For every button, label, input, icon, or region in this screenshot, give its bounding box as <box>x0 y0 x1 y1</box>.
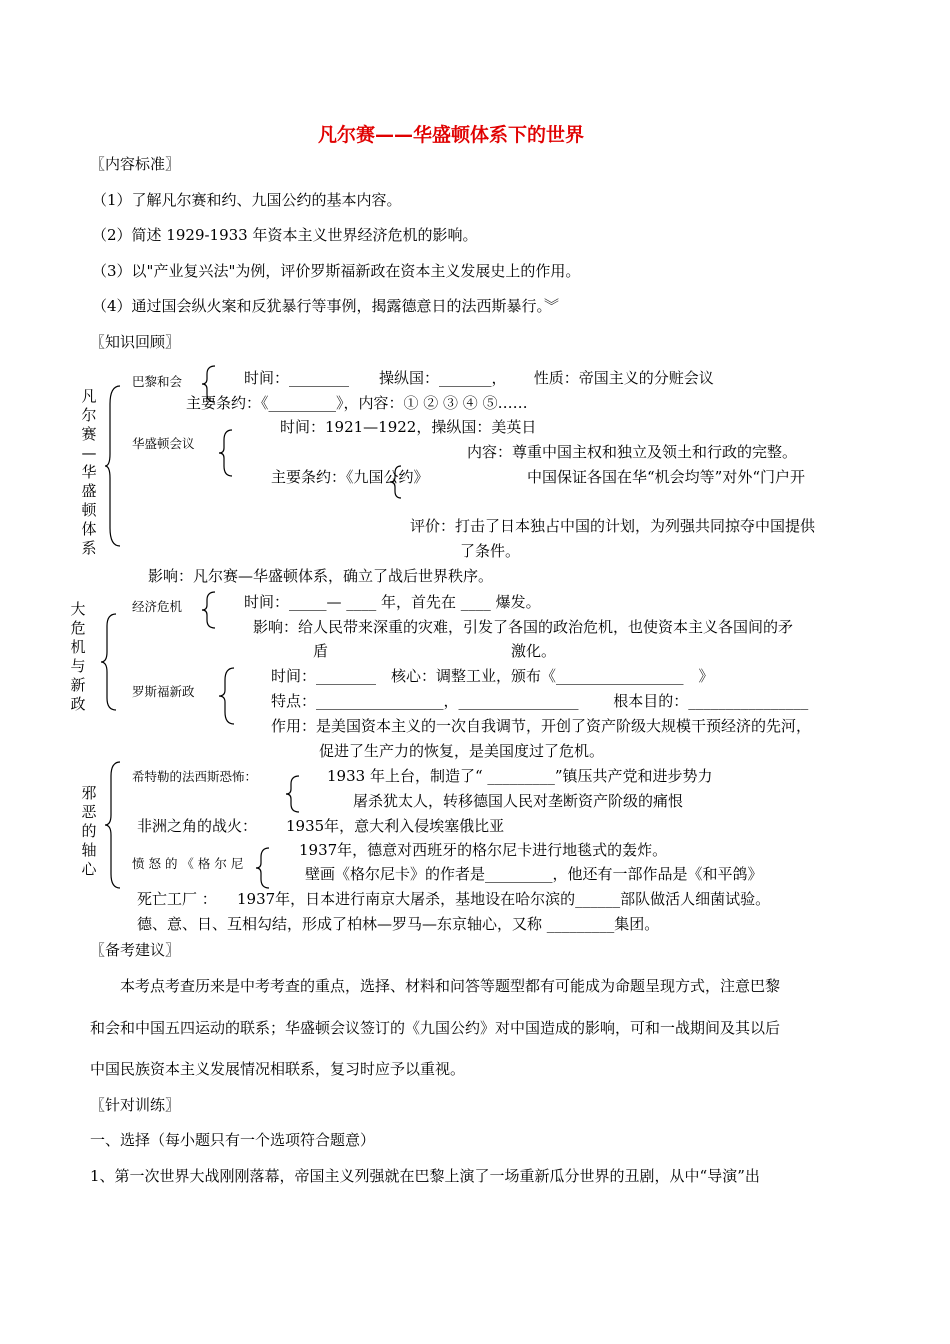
label-char: 盛 <box>81 482 97 500</box>
washington-line-2: 内容：尊重中国主权和独立及领土和行政的完整。 <box>467 443 798 461</box>
new-deal-line-3: 作用：是美国资本主义的一次自我调节，开创了资产阶级大规模干预经济的先河， <box>271 717 812 735</box>
label-char: 大 <box>70 600 86 618</box>
guernica-brace <box>255 846 273 890</box>
group-label-axis <box>80 784 98 879</box>
paris-line-1: 时间：________ 操纵国：_______， 性质：帝国主义的分赃会议 <box>244 369 714 387</box>
section-heading-review: 〖知识回顾〗 <box>90 333 181 351</box>
crisis-line-2: 影响：给人民带来深重的灾难，引发了各国的政治危机，也使资本主义各国间的矛 <box>253 618 794 636</box>
advice-line-3: 中国民族资本主义发展情况相联系，复习时应予以重视。 <box>90 1060 466 1078</box>
new-deal-label: 罗斯福新政 <box>132 684 195 699</box>
washington-brace <box>218 428 236 478</box>
label-char: — <box>81 444 97 462</box>
hitler-brace <box>285 774 303 814</box>
death-factory-text: 1937年，日本进行南京大屠杀，基地设在哈尔滨的______部队做活人细菌试验。 <box>237 890 771 908</box>
washington-line-3a: 主要条约：《九国公约》 <box>271 468 429 486</box>
label-char: 顿 <box>81 501 97 519</box>
section-heading-advice: 〖备考建议〗 <box>90 941 181 959</box>
hitler-label: 希特勒的法西斯恐怖： <box>132 769 258 784</box>
guernica-line-1: 1937年，德意对西班牙的格尔尼卡进行地毯式的轰炸。 <box>299 841 668 859</box>
hitler-line-2: 屠杀犹太人，转移德国人民对垄断资产阶级的痛恨 <box>353 792 684 810</box>
label-char: 新 <box>70 676 86 694</box>
new-deal-line-2: 特点：_________________，________________ 根本目的：________________ <box>271 692 809 710</box>
group1-brace <box>104 384 124 549</box>
crisis-brace <box>201 590 219 630</box>
label-char: 政 <box>70 695 86 713</box>
crisis-line-3b: 激化。 <box>511 642 557 660</box>
nine-power-brace <box>389 464 405 500</box>
axis-text: 德、意、日、互相勾结，形成了柏林—罗马—东京轴心，又称 _________集团。 <box>137 915 660 933</box>
hitler-line-1: 1933 年上台，制造了“ _________”镇压共产党和进步势力 <box>327 767 713 785</box>
standard-item-3: （3）以"产业复兴法"为例，评价罗斯福新政在资本主义发展史上的作用。 <box>92 262 581 280</box>
group-label-versailles <box>80 387 98 558</box>
label-char: 机 <box>70 638 86 656</box>
group-label-crisis <box>69 600 87 714</box>
impact-line: 影响：凡尔赛—华盛顿体系，确立了战后世界秩序。 <box>148 567 494 585</box>
standard-item-4: （4）通过国会纵火案和反犹暴行等事例，揭露德意日的法西斯暴行。︾ <box>92 297 560 315</box>
label-char: 赛 <box>81 425 97 443</box>
exercise-type: 一、选择（每小题只有一个选项符合题意） <box>90 1131 376 1149</box>
guernica-label: 愤 怒 的 《 格 尔 尼 <box>132 856 244 871</box>
group3-brace <box>104 760 124 890</box>
label-char: 危 <box>70 619 86 637</box>
new-deal-line-1: 时间：________ 核心：调整工业，颁布《_________________ 》 <box>271 667 714 685</box>
crisis-line-1: 时间：_____— ____ 年，首先在 ____ 爆发。 <box>244 593 541 611</box>
label-char: 的 <box>81 822 97 840</box>
question-1: 1、第一次世界大战刚刚落幕，帝国主义列强就在巴黎上演了一场重新瓜分世界的丑剧，从中“导演”出 <box>90 1167 760 1185</box>
paris-label: 巴黎和会 <box>132 374 183 389</box>
crisis-line-3a: 盾 <box>313 642 329 660</box>
crisis-label: 经济危机 <box>132 599 183 614</box>
label-char: 体 <box>81 520 97 538</box>
group2-brace <box>100 612 120 712</box>
standard-item-2: （2）简述 1929-1933 年资本主义世界经济危机的影响。 <box>92 226 478 244</box>
death-factory-label: 死亡工厂 ： <box>137 890 217 908</box>
washington-line-3b: 中国保证各国在华“机会均等”对外“门户开 <box>527 468 806 486</box>
label-char: 尔 <box>81 406 97 424</box>
paris-line-2: 主要条约：《_________》，内容：① ② ③ ④ ⑤…… <box>186 394 528 412</box>
guernica-line-2: 壁画《格尔尼卡》的作者是_________，他还有一部作品是《和平鸽》 <box>305 865 763 883</box>
africa-text: 1935年，意大利入侵埃塞俄比亚 <box>286 817 505 835</box>
label-char: 华 <box>81 463 97 481</box>
label-char: 轴 <box>81 841 97 859</box>
label-char: 恶 <box>81 803 97 821</box>
label-char: 邪 <box>81 784 97 802</box>
washington-label: 华盛顿会议 <box>132 436 195 451</box>
advice-line-2: 和会和中国五四运动的联系；华盛顿会议签订的《九国公约》对中国造成的影响，可和一战期间及其以后 <box>90 1019 781 1037</box>
label-char: 系 <box>81 539 97 557</box>
label-char: 凡 <box>81 387 97 405</box>
label-char: 心 <box>81 860 97 878</box>
washington-line-1: 时间：1921—1922，操纵国：美英日 <box>280 418 537 436</box>
washington-line-4: 评价：打击了日本独占中国的计划，为列强共同掠夺中国提供 <box>410 517 816 535</box>
new-deal-line-4: 促进了生产力的恢复，是美国度过了危机。 <box>319 742 605 760</box>
page-title: 凡尔赛——华盛顿体系下的世界 <box>318 124 585 146</box>
africa-label: 非洲之角的战火： <box>137 817 258 835</box>
advice-line-1: 本考点考查历来是中考考查的重点，选择、材料和问答等题型都有可能成为命题呈现方式，注意巴黎 <box>120 977 781 995</box>
label-char: 与 <box>70 657 86 675</box>
standard-item-1: （1）了解凡尔赛和约、九国公约的基本内容。 <box>92 191 402 209</box>
section-heading-practice: 〖针对训练〗 <box>90 1096 181 1114</box>
new-deal-brace <box>218 666 238 726</box>
section-heading-standards: 〖内容标准〗 <box>90 155 181 173</box>
washington-line-5: 了条件。 <box>460 542 521 560</box>
